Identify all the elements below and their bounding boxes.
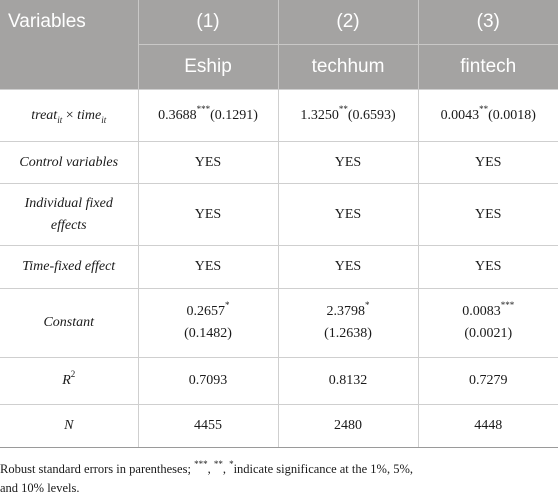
- label-r: R: [62, 373, 71, 388]
- row-label-individual-fixed-effects: Individual fixed effects: [0, 184, 138, 246]
- cell-treat-col-2: [278, 90, 418, 142]
- cell-n-col-1: 4455: [138, 405, 278, 448]
- standard-error: (0.1291): [210, 107, 258, 123]
- row-label-constant: Constant: [0, 289, 138, 358]
- footnote-star3: ***: [194, 458, 208, 469]
- footnote-sep2: ,: [222, 462, 230, 476]
- coef-value: 1.3250: [300, 107, 339, 123]
- cell-constant-col-3: [418, 289, 558, 358]
- cell-constant-col-1: [138, 289, 278, 358]
- header-col-3-name: fintech: [418, 45, 558, 90]
- coef-value: 0.0043: [440, 107, 480, 123]
- header-empty-cell: [0, 45, 138, 90]
- standard-error: (0.1482): [184, 326, 232, 341]
- cell-r2-col-1: 0.7093: [138, 358, 278, 405]
- table-footnote: [0, 460, 558, 498]
- header-row-numbers: [0, 0, 558, 45]
- footnote-star1: *: [229, 458, 234, 469]
- label-r-sup: 2: [70, 369, 76, 380]
- coef-value: 0.3688: [158, 107, 197, 123]
- significance-stars: **: [479, 103, 489, 114]
- cell-time-col-1: YES: [138, 246, 278, 289]
- header-col-3-number: (3): [418, 0, 558, 45]
- standard-error: (0.6593): [347, 107, 396, 123]
- footnote-sep1: ,: [207, 462, 214, 476]
- table-row-time-fixed-effect: [0, 246, 558, 289]
- row-label-treat-time: [0, 90, 138, 142]
- footnote-star2: **: [213, 458, 223, 469]
- coef-value: 0.0083: [462, 304, 501, 319]
- coef-value: 2.3798: [326, 304, 365, 319]
- cell-treat-col-3: [418, 90, 558, 142]
- label-time: time: [77, 107, 102, 123]
- cell-individual-col-1: YES: [138, 184, 278, 246]
- cell-control-col-1: YES: [138, 142, 278, 184]
- header-col-2-number: (2): [278, 0, 418, 45]
- row-label-r-squared: [0, 358, 138, 405]
- footnote-text-part2: indicate significance at the 1%, 5%,: [233, 462, 414, 476]
- footnote-text-part1: Robust standard errors in parentheses;: [0, 462, 195, 476]
- label-time-sub: it: [101, 114, 107, 125]
- standard-error: (0.0018): [488, 107, 536, 123]
- footnote-text-line2: and 10% levels.: [0, 481, 80, 495]
- cell-n-col-2: 2480: [278, 405, 418, 448]
- significance-stars: ***: [196, 103, 211, 114]
- header-col-1-name: Eship: [138, 45, 278, 90]
- cell-control-col-2: YES: [278, 142, 418, 184]
- table-row-r-squared: [0, 358, 558, 405]
- standard-error: (0.0021): [464, 326, 513, 341]
- cell-treat-col-1: [138, 90, 278, 142]
- row-label-control-variables: Control variables: [0, 142, 138, 184]
- header-variables: Variables: [0, 0, 138, 45]
- table-row-individual-fixed-effects: [0, 184, 558, 246]
- cell-n-col-3: 4448: [418, 405, 558, 448]
- label-treat: treat: [31, 107, 58, 123]
- coef-value: 0.2657: [186, 304, 225, 319]
- cell-constant-col-2: [278, 289, 418, 358]
- label-times-sign: ×: [65, 107, 74, 123]
- significance-stars: *: [365, 300, 370, 311]
- significance-stars: *: [225, 300, 230, 311]
- row-label-n: N: [0, 405, 138, 448]
- cell-individual-col-3: YES: [418, 184, 558, 246]
- table-row-n: [0, 405, 558, 448]
- header-row-names: [0, 45, 558, 90]
- label-treat-sub: it: [57, 114, 63, 125]
- cell-time-col-2: YES: [278, 246, 418, 289]
- cell-control-col-3: YES: [418, 142, 558, 184]
- cell-time-col-3: YES: [418, 246, 558, 289]
- row-label-time-fixed-effect: Time-fixed effect: [0, 246, 138, 289]
- standard-error: (1.2638): [324, 326, 372, 341]
- cell-individual-col-2: YES: [278, 184, 418, 246]
- table-row-treat-time: [0, 90, 558, 142]
- cell-r2-col-2: 0.8132: [278, 358, 418, 405]
- significance-stars: ***: [500, 300, 515, 311]
- table-row-control-variables: [0, 142, 558, 184]
- header-col-2-name: techhum: [278, 45, 418, 90]
- cell-r2-col-3: 0.7279: [418, 358, 558, 405]
- table-row-constant: [0, 289, 558, 358]
- header-col-1-number: (1): [138, 0, 278, 45]
- significance-stars: **: [338, 103, 348, 114]
